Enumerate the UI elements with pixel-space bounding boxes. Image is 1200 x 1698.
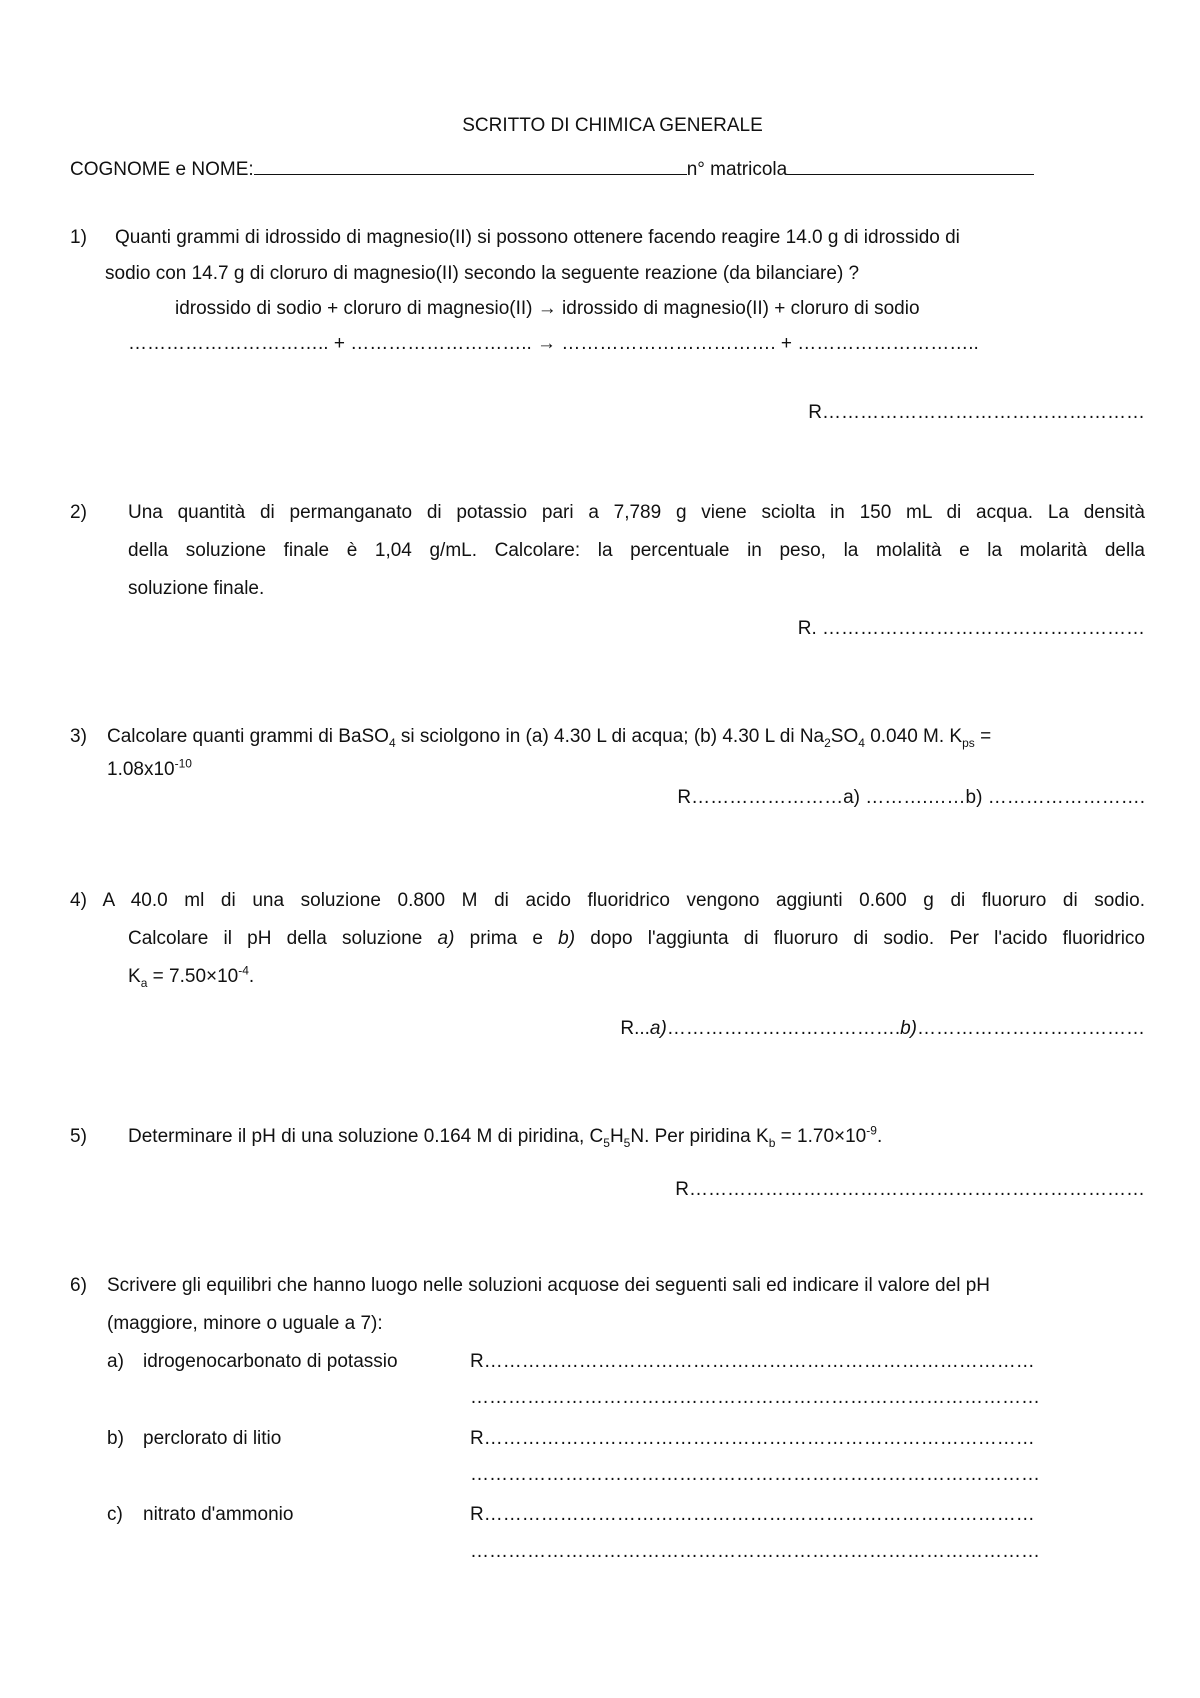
q6-item-b-answer: R…………………………………………………………………………… — [470, 1428, 1035, 1449]
q6-line2: (maggiore, minore o uguale a 7): — [107, 1313, 383, 1334]
q3-answer: R……………………a) ……….……b) ……………………. — [677, 787, 1145, 808]
q6-item-c-answer-line2: ……………………………………………………………………………… — [470, 1541, 1040, 1562]
q6-item-c-answer: R…………………………………………………………………………… — [470, 1504, 1035, 1525]
q3-number: 3) — [70, 726, 87, 747]
q6-item-b-answer-line2: ……………………………………………………………………………… — [470, 1464, 1040, 1485]
q6-item-b-letter: b) — [107, 1428, 124, 1449]
name-label: COGNOME e NOME: — [70, 159, 254, 180]
q5-number: 5) — [70, 1126, 87, 1147]
q4-line3: $K_a = 7.50\times 10^{-4}$. — [128, 963, 255, 990]
q1-line1: Quanti grammi di idrossido di magnesio(II) si possono ottenere facendo reagire 14.0 g di idrossido di — [115, 227, 960, 248]
q2-line3: soluzione finale. — [128, 578, 265, 599]
q5-answer: R……………………………………………………………… — [675, 1179, 1145, 1200]
q6-number: 6) — [70, 1275, 87, 1296]
q2-number: 2) — [70, 502, 87, 523]
q4-line1: 4) A 40.0 ml di una soluzione 0.800 M di acido fluoridrico vengono aggiunti 0.600 g di fluoruro di sodio. — [70, 890, 1145, 911]
q4-line2: Calcolare il pH della soluzione a) prima e b) dopo l'aggiunta di fluoruro di sodio. Per l'acido fluoridrico — [128, 928, 1145, 949]
q2-line1: Una quantità di permanganato di potassio pari a 7,789 g viene sciolta in 150 mL di acqua. La densità — [128, 502, 1145, 523]
q1-line2: sodio con 14.7 g di cloruro di magnesio(II) secondo la seguente reazione (da bilanciare) ? — [105, 263, 860, 284]
q1-number: 1) — [70, 227, 87, 248]
q2-answer: R. …………………………………………… — [797, 618, 1145, 639]
q6-item-a-answer-line2: ……………………………………………………………………………… — [470, 1387, 1040, 1408]
q3-line1: Calcolare quanti grammi di BaSO$_4$ si sciolgono in (a) 4.30 L di acqua; (b) 4.30 L di $Na_2SO_4$ 0.040 M. $K_{ps}$ = — [107, 726, 992, 750]
q1-answer: R…………………………………………… — [808, 402, 1145, 423]
q6-item-c-letter: c) — [107, 1504, 123, 1525]
q6-line1: Scrivere gli equilibri che hanno luogo nelle soluzioni acquose dei seguenti sali ed indicare il valore del pH — [107, 1275, 990, 1296]
q6-item-a-answer: R…………………………………………………………………………… — [470, 1351, 1035, 1372]
q1-blanks: ………………………….. + ……………………….. → ……………………………. + ……………………….. — [128, 333, 979, 354]
q3-line2: $1.08x10^{-10}$ — [107, 756, 192, 780]
q5-line1: Determinare il pH di una soluzione 0.164 M di piridina, $C_5H_5N$. Per piridina $K_b = 1.70\times 10^{-9}$. — [128, 1123, 883, 1150]
matricola-field[interactable] — [787, 155, 1034, 175]
q6-item-a-name: idrogenocarbonato di potassio — [143, 1351, 398, 1372]
q1-reaction: idrossido di sodio + cloruro di magnesio(II) → idrossido di magnesio(II) + cloruro di sodio — [175, 298, 920, 319]
q6-item-a-letter: a) — [107, 1351, 124, 1372]
q2-line2: della soluzione finale è 1,04 g/mL. Calcolare: la percentuale in peso, la molalità e la molarità della — [128, 540, 1145, 561]
q6-item-c-name: nitrato d'ammonio — [143, 1504, 294, 1525]
name-row — [70, 155, 1034, 182]
matricola-label: n° matricola — [686, 159, 788, 180]
q4-answer: R...a)……………………………….b)……………………………… — [620, 1018, 1145, 1039]
q6-item-b-name: perclorato di litio — [143, 1428, 282, 1449]
name-field[interactable] — [254, 155, 687, 175]
page-title: SCRITTO DI CHIMICA GENERALE — [462, 115, 763, 136]
